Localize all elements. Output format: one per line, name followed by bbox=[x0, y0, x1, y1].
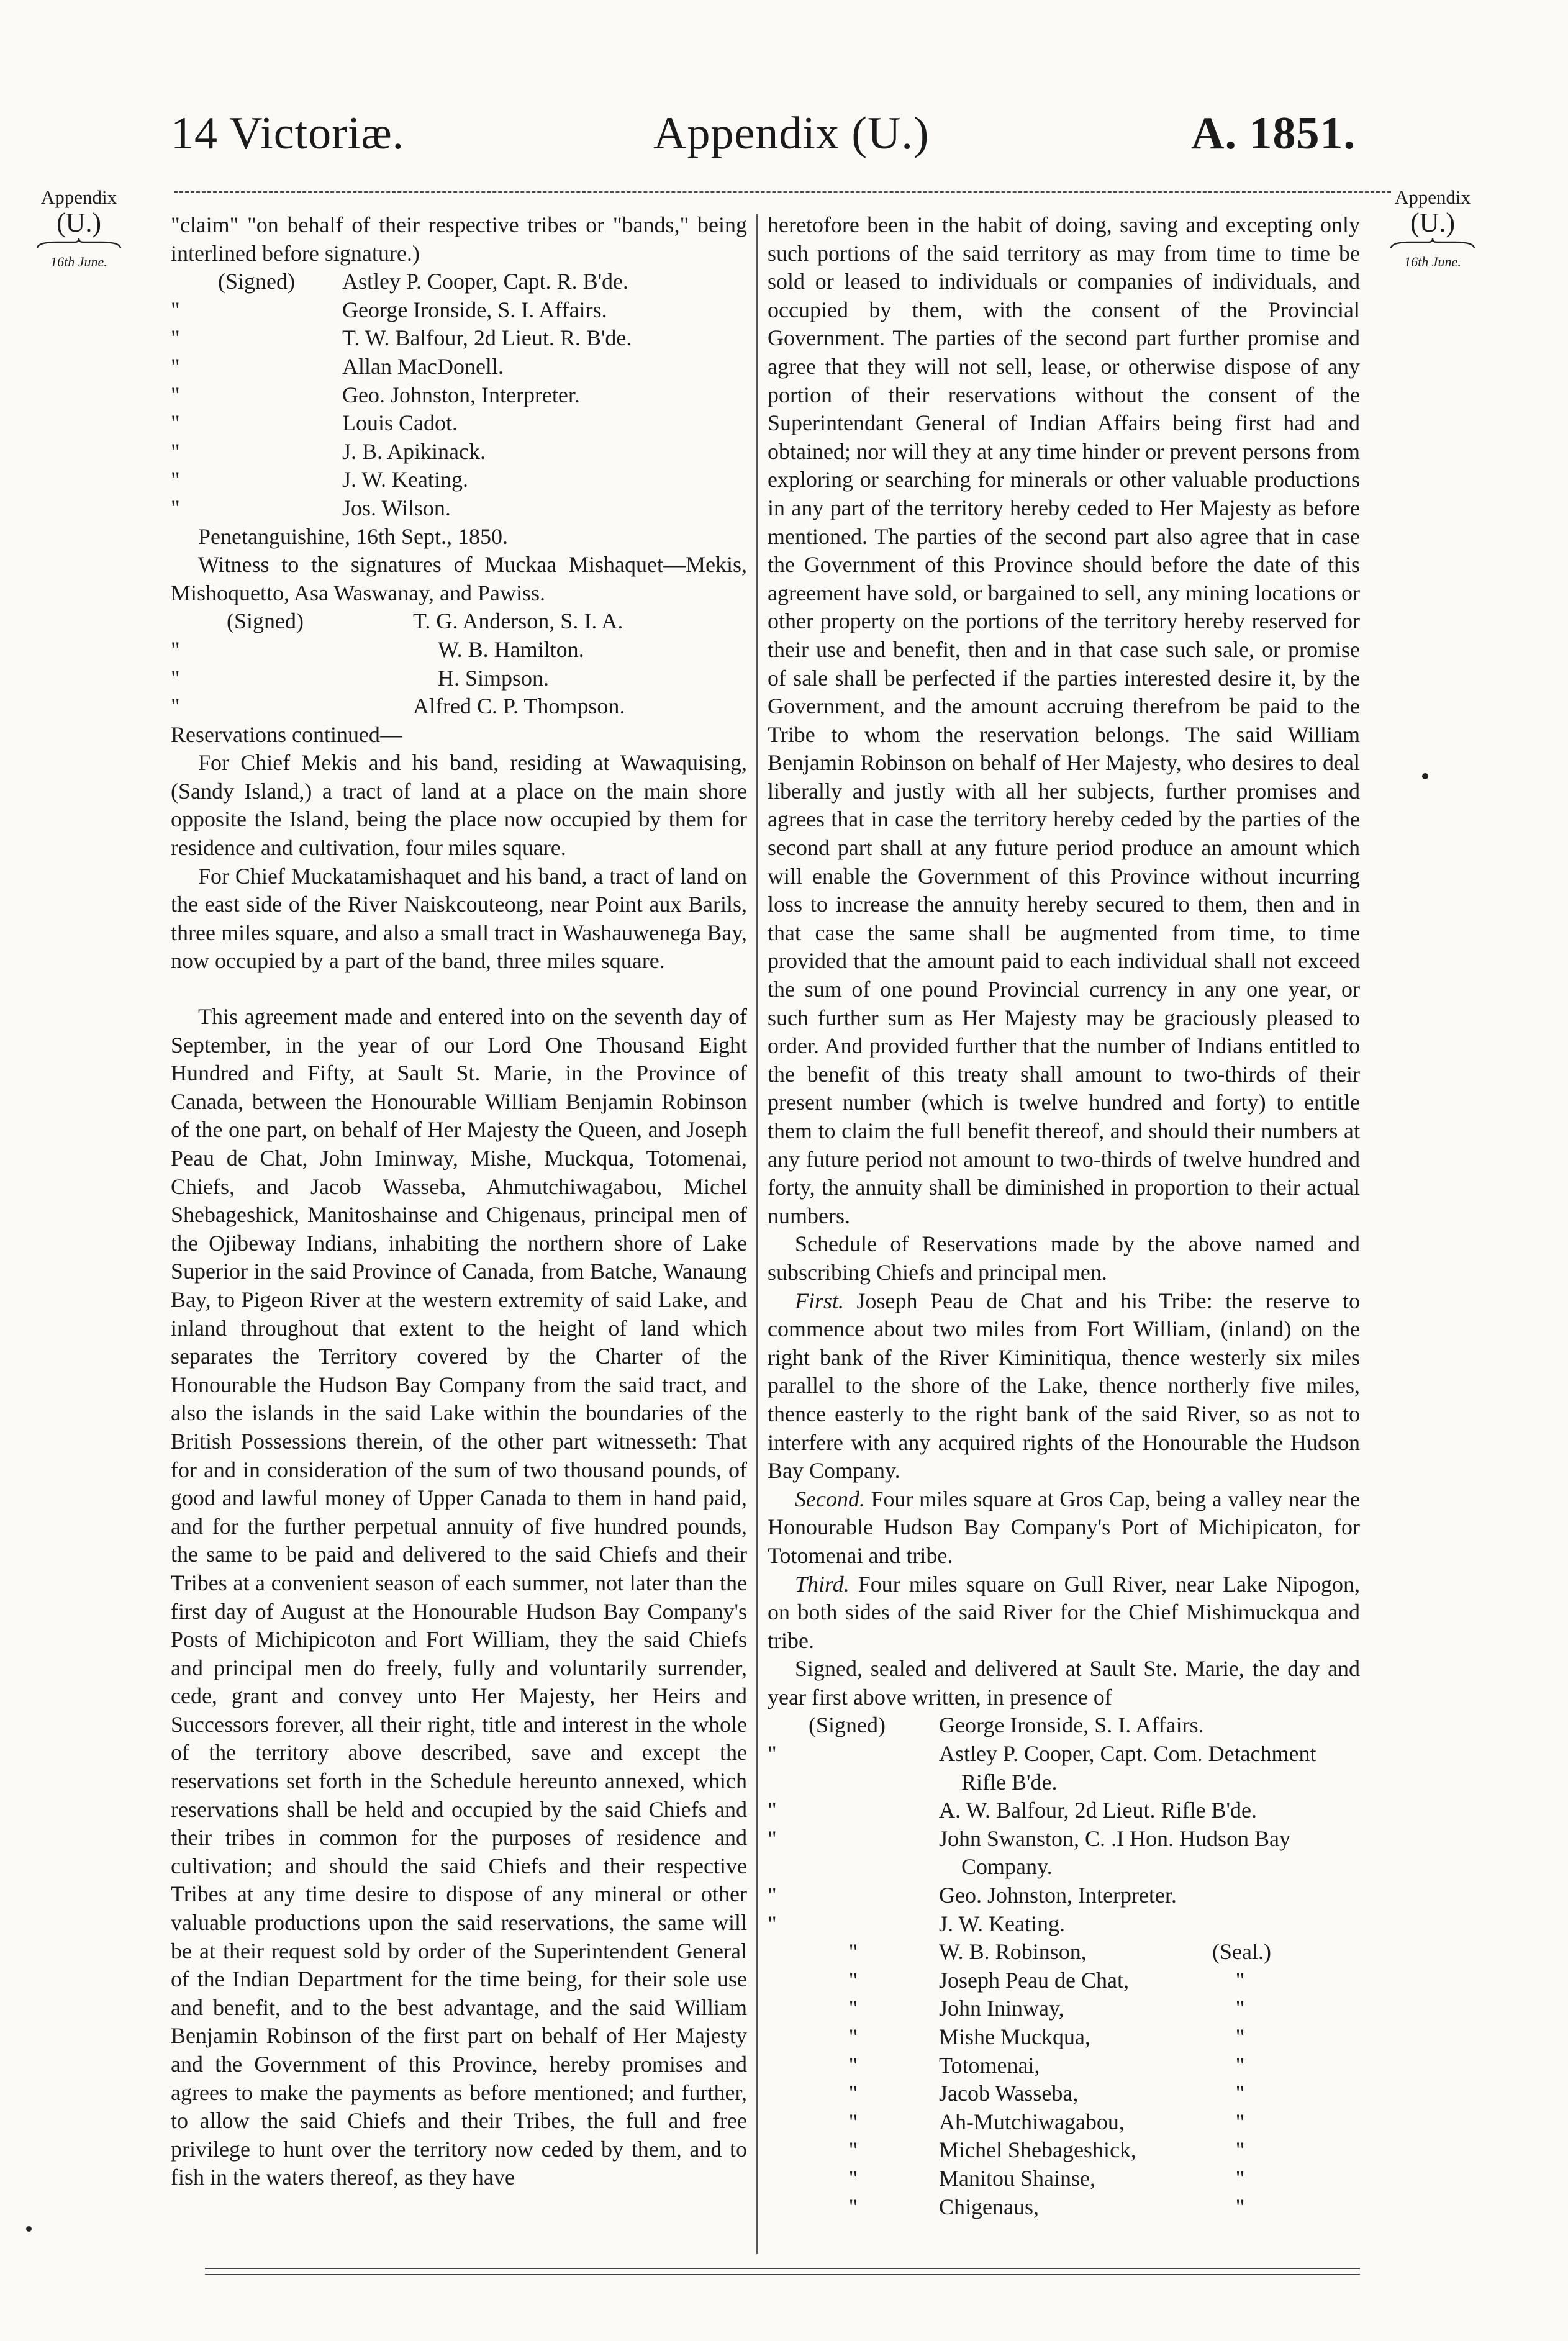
signatory-name: Allan MacDonell. bbox=[342, 353, 504, 379]
margin-appendix-label: Appendix bbox=[40, 186, 117, 208]
sealed-signer-name: Totomenai, bbox=[939, 2052, 1040, 2078]
signatory-row bbox=[171, 438, 747, 466]
sealed-signer-row bbox=[768, 2136, 1360, 2165]
sealed-signer-name: Mishe Muckqua, bbox=[939, 2024, 1090, 2049]
ditto-mark: " bbox=[848, 2137, 858, 2163]
sealed-signer-name: W. B. Robinson, bbox=[939, 1939, 1087, 1965]
ditto-mark: " bbox=[1235, 2137, 1245, 2163]
ditto-mark: " bbox=[768, 1798, 777, 1823]
final-witness-row bbox=[768, 1910, 1360, 1939]
column-separator bbox=[756, 214, 758, 2254]
signatory-row bbox=[171, 466, 747, 494]
ditto-mark: " bbox=[1235, 2109, 1245, 2134]
sealed-signer-name: John Ininway, bbox=[939, 1996, 1064, 2021]
margin-dot-mark bbox=[1422, 773, 1428, 779]
ditto-mark: " bbox=[171, 382, 180, 407]
signatory-name: Astley P. Cooper, Capt. R. B'de. bbox=[342, 269, 629, 294]
reservation-third-text: Four miles square on Gull River, near Lake Nipogon, on both sides of the said River for the Chief Mishimuckqua and tribe. bbox=[768, 1571, 1360, 1653]
signed-tag: (Signed) bbox=[809, 1713, 886, 1738]
signatory-name: J. B. Apikinack. bbox=[342, 438, 486, 464]
witness-row bbox=[171, 636, 747, 664]
ditto-mark: " bbox=[171, 636, 180, 662]
right-column bbox=[768, 211, 1360, 2221]
sealed-signer-name: Chigenaus, bbox=[939, 2194, 1039, 2219]
sealed-signer-name: Joseph Peau de Chat, bbox=[939, 1967, 1129, 1993]
reservation-paragraph: For Chief Mekis and his band, residing at Wawaquising, (Sandy Island,) a tract of land at a place on the main shore opposite the Island, being the place now occupied by them for residence and cultivation, four miles square. bbox=[171, 750, 747, 861]
signatory-row bbox=[171, 409, 747, 438]
ditto-mark: " bbox=[1235, 2081, 1245, 2106]
margin-note-left bbox=[32, 186, 125, 270]
final-witness-row bbox=[768, 1740, 1360, 1796]
header-appendix: Appendix (U.) bbox=[653, 108, 930, 159]
witness-row bbox=[171, 664, 747, 693]
signatory-name: Jos. Wilson. bbox=[342, 495, 451, 520]
sealed-signer-row bbox=[768, 2165, 1360, 2193]
sealed-signer-row bbox=[768, 1938, 1360, 1967]
final-witness-name: George Ironside, S. I. Affairs. bbox=[939, 1713, 1204, 1738]
sealed-signer-name: Michel Shebageshick, bbox=[939, 2137, 1136, 2163]
ditto-mark: " bbox=[848, 2194, 858, 2219]
signatory-row bbox=[171, 296, 747, 325]
signatory-row bbox=[171, 381, 747, 410]
signatory-name: Louis Cadot. bbox=[342, 410, 458, 436]
reservation-third bbox=[768, 1570, 1360, 1655]
header-session: 14 Victoriæ. bbox=[171, 108, 405, 159]
reservation-second bbox=[768, 1485, 1360, 1570]
margin-brace-icon bbox=[1386, 237, 1479, 251]
ditto-mark: " bbox=[848, 2165, 858, 2191]
ditto-mark: " bbox=[848, 2109, 858, 2134]
margin-brace-icon bbox=[32, 237, 125, 251]
ditto-mark: " bbox=[171, 467, 180, 492]
sealed-signer-row bbox=[768, 2080, 1360, 2108]
sealed-signer-row bbox=[768, 2108, 1360, 2137]
ditto-mark: " bbox=[171, 665, 180, 691]
witness-name: H. Simpson. bbox=[438, 665, 550, 691]
ditto-mark: " bbox=[171, 410, 180, 436]
reservation-third-label: Third. bbox=[795, 1571, 850, 1596]
signatory-row bbox=[171, 494, 747, 523]
ditto-mark: " bbox=[1235, 1967, 1245, 1993]
final-witness-row bbox=[768, 1825, 1360, 1881]
ditto-mark: " bbox=[171, 694, 180, 719]
final-witness-name: Astley P. Cooper, Capt. Com. Detachment Rifle B'de. bbox=[939, 1741, 1316, 1795]
ditto-mark: " bbox=[768, 1911, 777, 1936]
signatory-name: George Ironside, S. I. Affairs. bbox=[342, 297, 607, 322]
agreement-continuation: heretofore been in the habit of doing, saving and excepting only such portions of the said territory as may from time to time be sold or leased to individuals or companies of individuals, and occupied by them, with the consent of the Provincial Government. The parties of the second part further promise and agree that they will not sell, lease, or otherwise dispose of any portion of their reservations without the consent of the Superintendant General of Indian Affairs being first had and obtained; nor will they at any time hinder or prevent persons from exploring or searching for minerals or other valuable productions in any part of the territory hereby ceded to Her Majesty as before mentioned. The parties of the second part also agree that in case the Government of this Province should before the date of this agreement have sold, or bargained to sell, any mining locations or other property on the portions of the territory hereby reserved for their use and benefit, then and in that case such sale, or promise of sale shall be perfected if the parties interested desire it, by the Government, and the amount accruing therefrom be paid to the Tribe to whom the reservation belongs. The said William Benjamin Robinson on behalf of Her Majesty, who desires to deal liberally and justly with all her subjects, further promises and agrees that in case the territory hereby ceded by the parties of the second part shall at any future period produce an amount which will enable the Government of this Province without incurring loss to increase the annuity hereby secured to them, then and in that case the same shall be augmented from time, to time provided that the amount paid to each individual shall not exceed the sum of one pound Provincial currency in any one year, or such further sum as Her Majesty may be graciously pleased to order. And provided further that the number of Indians entitled to the benefit of this treaty shall amount to two-thirds of their present number (which is twelve hundred and forty) to entitle them to claim the full benefit thereof, and should their numbers at any future period not amount to two-thirds of twelve hundred and forty, the annuity shall be diminished in proportion to their actual numbers. bbox=[768, 212, 1360, 1228]
ditto-mark: " bbox=[171, 495, 180, 520]
seal-label: (Seal.) bbox=[1212, 1939, 1271, 1965]
final-witness-row bbox=[768, 1881, 1360, 1910]
witness-name: Alfred C. P. Thompson. bbox=[413, 694, 625, 719]
ditto-mark: " bbox=[768, 1741, 777, 1767]
schedule-heading: Schedule of Reservations made by the above named and subscribing Chiefs and principal men. bbox=[768, 1231, 1360, 1285]
ditto-mark: " bbox=[848, 1996, 858, 2021]
agreement-paragraph: This agreement made and entered into on the seventh day of September, in the year of our Lord One Thousand Eight Hundred and Fifty, at Sault St. Marie, in the Province of Canada, between the Honourable William Benjamin Robinson of the one part, on behalf of Her Majesty the Queen, and Joseph Peau de Chat, John Iminway, Mishe, Muckqua, Totomenai, Chiefs, and Jacob Wasseba, Ahmutchiwagabou, Michel Shebageshick, Manitoshainse and Chigenaus, principal men of the Ojibeway Indians, inhabiting the northern shore of Lake Superior in the said Province of Canada, from Batche, Wanaung Bay, to Pigeon River at the western extremity of said Lake, and inland throughout that extent to the height of land which separates the Territory covered by the Charter of the Honourable the Hudson Bay Company from the said tract, and also the islands in the said Lake within the boundaries of the British Possessions therein, of the other part witnesseth: That for and in consideration of the sum of two thousand pounds, of good and lawful money of Upper Canada to them in hand paid, and for the further perpetual annuity of five hundred pounds, the same to be paid and delivered to the said Chiefs and their Tribes at a convenient season of each summer, not later than the first day of August at the Honourable Hudson Bay Company's Posts of Michipicoton and Fort William, they the said Chiefs and principal men do freely, fully and voluntarily surrender, cede, grant and convey unto Her Majesty, her Heirs and Successors forever, all their right, title and interest in the whole of the territory above described, save and except the reservations set forth in the Schedule hereunto annexed, which reservations shall be held and occupied by the said Chiefs and their tribes in common for the purposes of residence and cultivation; and should the said Chiefs and their respective Tribes at any time desire to dispose of any mineral or other valuable productions upon the said reservations, the same will be at their request sold by order of the Superintendent General of the Indian Department for the time being, for their sole use and benefit, and to the best advantage, and the said William Benjamin Robinson of the first part on behalf of Her Majesty and the Government of this Province, hereby promises and agrees to make the payments as before mentioned; and further, to allow the said Chiefs and their Tribes, the full and free privilege to hunt over the territory now ceded by them, and to fish in the waters thereof, as they have bbox=[171, 1004, 747, 2190]
margin-appendix-letter: (U.) bbox=[1410, 207, 1456, 238]
reservation-second-text: Four miles square at Gros Cap, being a valley near the Honourable Hudson Bay Company's Port of Michipicaton, for Totomenai and tribe. bbox=[768, 1486, 1360, 1568]
sealed-signer-name: Ah-Mutchiwagabou, bbox=[939, 2109, 1125, 2134]
ditto-mark: " bbox=[848, 2052, 858, 2078]
signatory-row bbox=[171, 353, 747, 381]
signatory-row bbox=[171, 324, 747, 353]
ditto-mark: " bbox=[1235, 1996, 1245, 2021]
reservation-second-label: Second. bbox=[795, 1486, 865, 1511]
ditto-mark: " bbox=[848, 2081, 858, 2106]
final-witness-row bbox=[768, 1796, 1360, 1825]
sealed-signer-row bbox=[768, 2052, 1360, 2080]
final-witness-name: John Swanston, C. .I Hon. Hudson Bay Company. bbox=[939, 1826, 1291, 1880]
left-column bbox=[171, 211, 747, 2192]
ditto-mark: " bbox=[1235, 2165, 1245, 2191]
opening-note: "claim" "on behalf of their respective tribes or "bands," being interlined before signature.) bbox=[171, 212, 747, 266]
ditto-mark: " bbox=[171, 325, 180, 351]
signed-sealed-note: Signed, sealed and delivered at Sault Ste. Marie, the day and year first above written, in presence of bbox=[768, 1656, 1360, 1709]
final-witness-name: J. W. Keating. bbox=[939, 1911, 1065, 1936]
ditto-mark: " bbox=[848, 2024, 858, 2049]
ditto-mark: " bbox=[1235, 2194, 1245, 2219]
sealed-signer-row bbox=[768, 2193, 1360, 2222]
witness-name: T. G. Anderson, S. I. A. bbox=[413, 609, 623, 634]
sealed-signer-name: Jacob Wasseba, bbox=[939, 2081, 1079, 2106]
ditto-mark: " bbox=[848, 1939, 858, 1965]
ditto-mark: " bbox=[1235, 2052, 1245, 2078]
reservation-paragraph: For Chief Muckatamishaquet and his band, a tract of land on the east side of the River Naiskcouteong, near Point aux Barils, three miles square, and also a small tract in Washauwenega Bay, now occupied by a part of the band, three miles square. bbox=[171, 863, 747, 974]
footer-rule bbox=[205, 2274, 1360, 2275]
final-witness-name: Geo. Johnston, Interpreter. bbox=[939, 1883, 1177, 1908]
margin-appendix-letter: (U.) bbox=[56, 207, 102, 238]
ditto-mark: " bbox=[171, 438, 180, 464]
header-year: A. 1851. bbox=[1191, 108, 1356, 159]
witness-row bbox=[171, 692, 747, 721]
margin-appendix-label: Appendix bbox=[1394, 186, 1471, 208]
signed-tag: (Signed) bbox=[227, 609, 304, 634]
margin-date: 16th June. bbox=[50, 254, 107, 270]
ditto-mark: " bbox=[848, 1967, 858, 1993]
reservation-first-label: First. bbox=[795, 1288, 845, 1313]
signatory-name: T. W. Balfour, 2d Lieut. R. B'de. bbox=[342, 325, 632, 351]
signatory-name: J. W. Keating. bbox=[342, 467, 468, 492]
sealed-signer-name: Manitou Shainse, bbox=[939, 2165, 1095, 2191]
header-rule bbox=[174, 191, 1391, 193]
reservation-first-text: Joseph Peau de Chat and his Tribe: the reserve to commence about two miles from Fort William, (inland) on the right bank of the River Kiminitiqua, thence westerly six miles parallel to the shore of the Lake, thence northerly five miles, thence easterly to the right bank of the said River, so as not to interfere with any acquired rights of the Honourable the Hudson Bay Company. bbox=[768, 1288, 1361, 1483]
sealed-signer-row bbox=[768, 2023, 1360, 2052]
sealed-signer-row bbox=[768, 1995, 1360, 2023]
witness-name: W. B. Hamilton. bbox=[438, 636, 584, 662]
ditto-mark: " bbox=[768, 1883, 777, 1908]
sealed-signer-row bbox=[768, 1967, 1360, 1995]
witness-note: Witness to the signatures of Muckaa Mishaquet—Mekis, Mishoquetto, Asa Waswanay, and Pawiss. bbox=[171, 552, 747, 605]
final-witness-name: A. W. Balfour, 2d Lieut. Rifle B'de. bbox=[939, 1798, 1257, 1823]
ditto-mark: " bbox=[1235, 2024, 1245, 2049]
signatories-block bbox=[171, 268, 747, 522]
margin-note-right bbox=[1386, 186, 1479, 270]
reservations-heading: Reservations continued— bbox=[171, 722, 402, 747]
reservation-first bbox=[768, 1287, 1360, 1485]
margin-date: 16th June. bbox=[1404, 254, 1461, 270]
witnesses-block bbox=[171, 607, 747, 720]
signatory-row bbox=[171, 268, 747, 296]
place-date: Penetanguishine, 16th Sept., 1850. bbox=[198, 523, 508, 549]
signatory-name: Geo. Johnston, Interpreter. bbox=[342, 382, 580, 407]
ditto-mark: " bbox=[768, 1826, 777, 1851]
witness-row bbox=[171, 607, 747, 636]
footer-rule bbox=[205, 2268, 1360, 2269]
margin-dot-mark bbox=[26, 2226, 32, 2232]
signed-tag: (Signed) bbox=[218, 269, 295, 294]
ditto-mark: " bbox=[171, 297, 180, 322]
final-witness-row bbox=[768, 1711, 1360, 1740]
ditto-mark: " bbox=[171, 353, 180, 379]
final-witnesses-block bbox=[768, 1711, 1360, 2221]
